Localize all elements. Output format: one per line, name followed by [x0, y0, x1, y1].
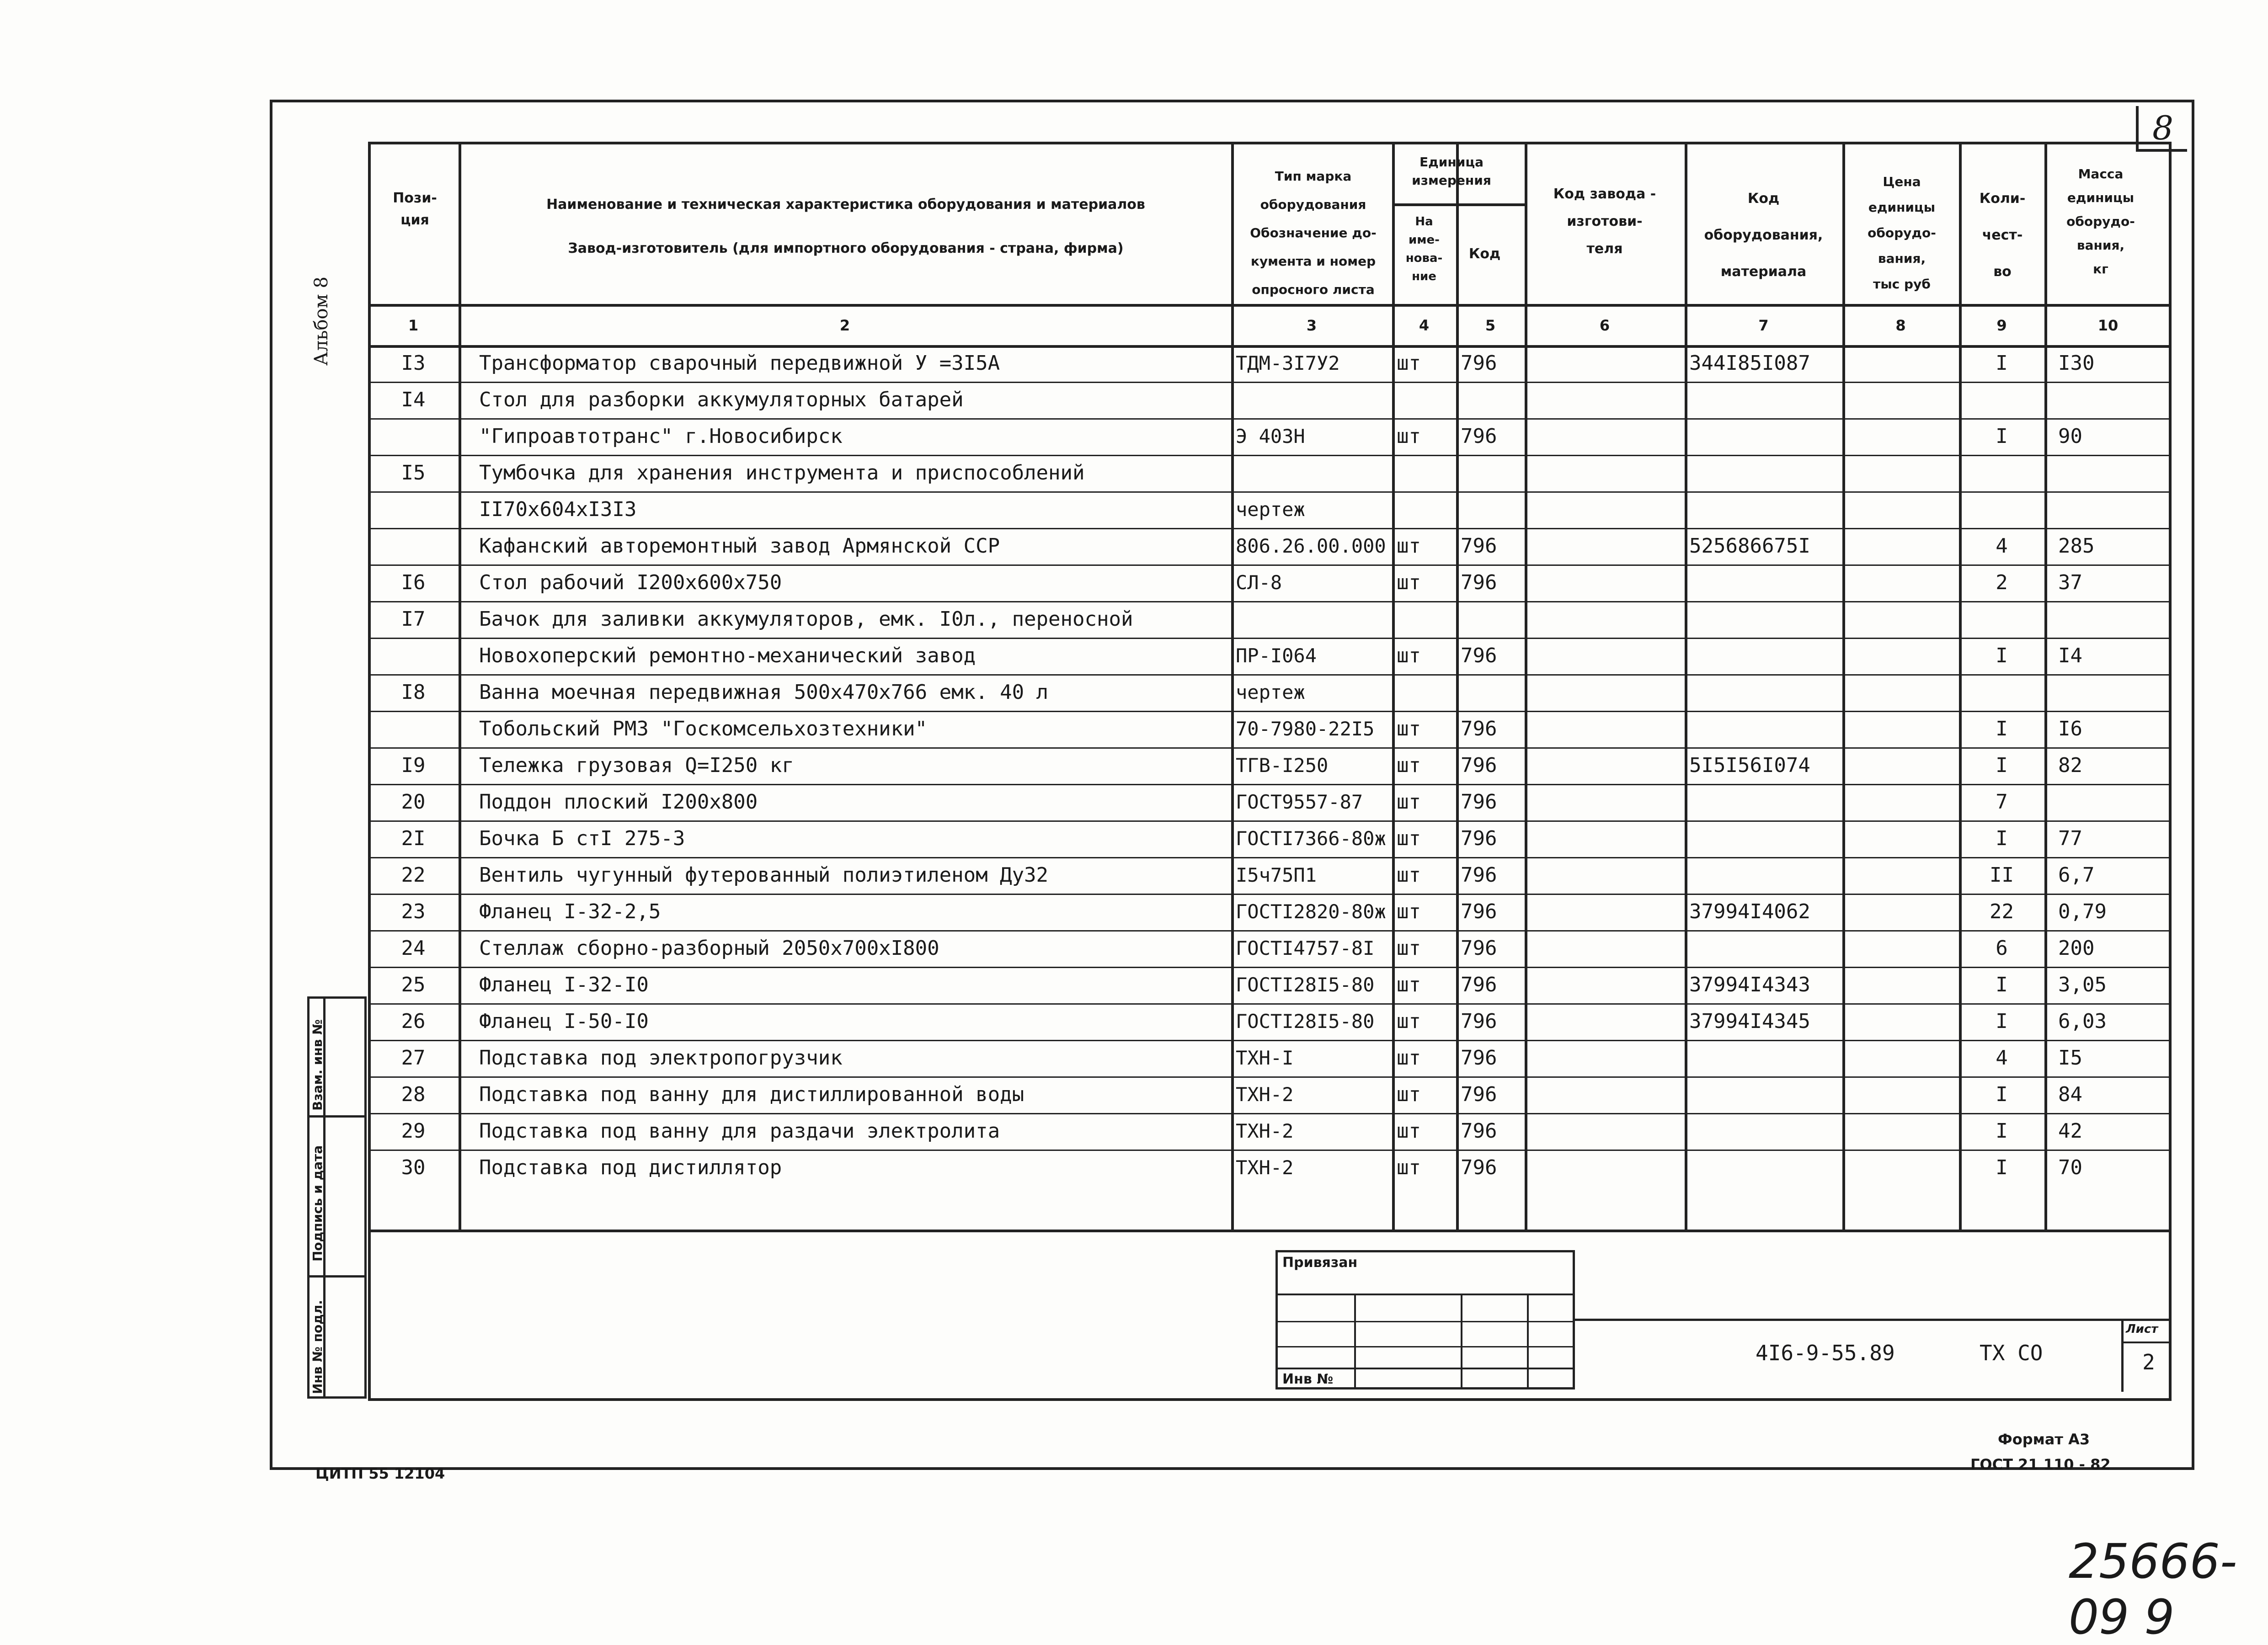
- cell-unit: шт: [1397, 571, 1421, 594]
- header-position: Пози- ция: [393, 190, 437, 228]
- header-mfr-code: Код завода - изготови- теля: [1553, 186, 1656, 257]
- cell-type: чертеж: [1236, 681, 1305, 703]
- cell-name: Подставка под дистиллятор: [479, 1156, 782, 1179]
- cell-code: 796: [1461, 351, 1497, 375]
- cell-mass: 285: [2058, 534, 2095, 558]
- cell-name: II70х604хI3I3: [479, 498, 637, 521]
- cell-unit: шт: [1397, 717, 1421, 740]
- side-label-inventory: Инв № подл.: [310, 1299, 325, 1394]
- cell-mass: 6,7: [2058, 863, 2095, 887]
- cell-name: Кафанский авторемонтный завод Армянской ССР: [479, 534, 1000, 558]
- cell-name: Тумбочка для хранения инструмента и приспособлений: [479, 461, 1085, 484]
- cell-code: 796: [1461, 644, 1497, 667]
- cell-code: 796: [1461, 790, 1497, 814]
- unit-subheader-line: [1392, 203, 1525, 206]
- cell-unit: шт: [1397, 1046, 1421, 1070]
- cell-type: ПР-I064: [1236, 644, 1317, 667]
- column-number: 7: [1758, 317, 1769, 334]
- cell-name: Поддон плоский I200х800: [479, 790, 758, 814]
- cell-pos: 26: [401, 1010, 426, 1033]
- cell-mass: 0,79: [2058, 900, 2107, 923]
- cell-pos: 23: [401, 900, 426, 923]
- cell-code: 796: [1461, 937, 1497, 960]
- header-qty: Коли- чест- во: [1979, 191, 2026, 280]
- citp-label: ЦИТП 55 12104: [315, 1465, 445, 1482]
- cell-type: ТХН-I: [1236, 1047, 1294, 1069]
- cell-equip: 37994I4343: [1689, 973, 1810, 996]
- cell-type: ГОСТI28I5-80: [1236, 974, 1375, 996]
- format-label: Формат А3: [1998, 1431, 2090, 1448]
- cell-pos: 30: [401, 1156, 426, 1179]
- cell-unit: шт: [1397, 351, 1421, 375]
- cell-name: Стеллаж сборно-разборный 2050х700хI800: [479, 937, 939, 960]
- cell-code: 796: [1461, 1119, 1497, 1143]
- cell-unit: шт: [1397, 1083, 1421, 1106]
- cell-type: чертеж: [1236, 498, 1305, 521]
- cell-qty: I: [1996, 351, 2008, 375]
- gost-label: ГОСТ 21 110 - 82: [1970, 1456, 2111, 1473]
- cell-mass: I5: [2058, 1046, 2082, 1070]
- cell-code: 796: [1461, 1010, 1497, 1033]
- inv-no-label: Инв №: [1282, 1371, 1334, 1387]
- column-number: 10: [2097, 317, 2119, 334]
- cell-unit: шт: [1397, 790, 1421, 814]
- cell-mass: 37: [2058, 571, 2082, 594]
- cell-pos: 28: [401, 1083, 426, 1106]
- cell-unit: шт: [1397, 754, 1421, 777]
- cell-name: Новохоперский ремонтно-механический завод: [479, 644, 976, 667]
- column-number: 9: [1996, 317, 2007, 334]
- cell-code: 796: [1461, 900, 1497, 923]
- cell-code: 796: [1461, 1046, 1497, 1070]
- cell-mass: I4: [2058, 644, 2082, 667]
- cell-type: Э 403Н: [1236, 425, 1305, 447]
- cell-name: Бачок для заливки аккумуляторов, емк. I0л., переносной: [479, 607, 1133, 631]
- cell-name: Бочка Б стI 275-3: [479, 827, 685, 850]
- margin-stamp-values: [326, 996, 367, 1399]
- cell-unit: шт: [1397, 863, 1421, 887]
- cell-mass: 82: [2058, 754, 2082, 777]
- cell-unit: шт: [1397, 1010, 1421, 1033]
- sheet-label: Лист: [2126, 1322, 2158, 1336]
- cell-type: ТХН-2: [1236, 1120, 1294, 1142]
- column-number: 2: [839, 317, 850, 334]
- cell-type: 70-7980-22I5: [1236, 718, 1375, 740]
- cell-mass: 77: [2058, 827, 2082, 850]
- document-code: 4I6-9-55.89: [1756, 1341, 1895, 1365]
- cell-name: Стол для разборки аккумуляторных батарей: [479, 388, 964, 411]
- sheet-top-number: 8: [2136, 106, 2187, 152]
- cell-code: 796: [1461, 754, 1497, 777]
- column-number: 3: [1306, 317, 1317, 334]
- cell-code: 796: [1461, 425, 1497, 448]
- cell-mass: 3,05: [2058, 973, 2107, 996]
- header-unit-group: Единица измерения: [1412, 154, 1491, 188]
- cell-unit: шт: [1397, 1119, 1421, 1143]
- cell-unit: шт: [1397, 937, 1421, 960]
- cell-qty: II: [1990, 863, 2014, 887]
- header-mass: Масса единицы оборудо- вания, кг: [2066, 166, 2135, 277]
- cell-mass: 200: [2058, 937, 2095, 960]
- cell-name: Подставка под ванну для дистиллированной воды: [479, 1083, 1025, 1106]
- cell-qty: I: [1996, 1119, 2008, 1143]
- cell-code: 796: [1461, 534, 1497, 558]
- side-label-signature: Подпись и дата: [310, 1145, 325, 1262]
- header-price: Цена единицы оборудо- вания, тыс руб: [1868, 174, 1936, 292]
- body-bottom-line: [368, 1230, 2172, 1232]
- cell-pos: 29: [401, 1119, 426, 1143]
- cell-equip: 5I5I56I074: [1689, 754, 1810, 777]
- cell-pos: I5: [401, 461, 426, 484]
- cell-unit: шт: [1397, 827, 1421, 850]
- header-name: Наименование и техническая характеристика оборудования и материалов Завод-изготовитель (для импортного оборудования - страна, фирма): [546, 197, 1145, 256]
- cell-equip: 344I85I087: [1689, 351, 1810, 375]
- cell-code: 796: [1461, 863, 1497, 887]
- cell-mass: I30: [2058, 351, 2095, 375]
- column-number: 8: [1895, 317, 1906, 334]
- column-number: 4: [1419, 317, 1430, 334]
- header-type: Тип марка оборудования Обозначение до- кумента и номер опросного листа: [1250, 169, 1377, 297]
- cell-name: Фланец I-32-I0: [479, 973, 649, 996]
- cell-type: 806.26.00.000: [1236, 535, 1386, 557]
- cell-code: 796: [1461, 1156, 1497, 1179]
- cell-pos: 22: [401, 863, 426, 887]
- cell-mass: 6,03: [2058, 1010, 2107, 1033]
- cell-pos: 27: [401, 1046, 426, 1070]
- cell-mass: 90: [2058, 425, 2082, 448]
- cell-type: ТДМ-3I7У2: [1236, 352, 1340, 374]
- cell-code: 796: [1461, 973, 1497, 996]
- cell-mass: I6: [2058, 717, 2082, 740]
- cell-name: "Гипроавтотранс" г.Новосибирск: [479, 425, 843, 448]
- side-label-replacement: Взам. инв №: [310, 1019, 325, 1111]
- cell-pos: I9: [401, 754, 426, 777]
- cell-type: СЛ-8: [1236, 571, 1282, 594]
- cell-type: ГОСТI28I5-80: [1236, 1010, 1375, 1033]
- cell-pos: I3: [401, 351, 426, 375]
- cell-unit: шт: [1397, 644, 1421, 667]
- column-number: 6: [1599, 317, 1610, 334]
- cell-name: Фланец I-50-I0: [479, 1010, 649, 1033]
- cell-unit: шт: [1397, 900, 1421, 923]
- cell-qty: I: [1996, 754, 2008, 777]
- cell-type: I5ч75П1: [1236, 864, 1317, 886]
- document-suffix: ТХ СО: [1980, 1341, 2043, 1365]
- cell-qty: I: [1996, 973, 2008, 996]
- cell-equip: 37994I4345: [1689, 1010, 1810, 1033]
- cell-qty: I: [1996, 644, 2008, 667]
- column-number: 5: [1485, 317, 1496, 334]
- cell-code: 796: [1461, 571, 1497, 594]
- cell-unit: шт: [1397, 973, 1421, 996]
- cell-code: 796: [1461, 717, 1497, 740]
- cell-pos: I8: [401, 681, 426, 704]
- cell-type: ТХН-2: [1236, 1083, 1294, 1106]
- cell-mass: 42: [2058, 1119, 2082, 1143]
- cell-pos: I4: [401, 388, 426, 411]
- cell-type: ГОСТI4757-8I: [1236, 937, 1375, 959]
- header-bottom-line: [368, 304, 2172, 307]
- cell-name: Трансформатор сварочный передвижной У =3I5А: [479, 351, 1000, 375]
- header-unit-name: На име- нова- ние: [1405, 215, 1443, 283]
- cell-qty: 4: [1996, 1046, 2008, 1070]
- cell-pos: 20: [401, 790, 426, 814]
- cell-code: 796: [1461, 1083, 1497, 1106]
- column-number: 1: [408, 317, 419, 334]
- cell-pos: I6: [401, 571, 426, 594]
- handwritten-number: 25666-09 9: [2069, 1533, 2237, 1645]
- cell-qty: 6: [1996, 937, 2008, 960]
- cell-equip: 37994I4062: [1689, 900, 1810, 923]
- cell-pos: 2I: [401, 827, 426, 850]
- cell-mass: 70: [2058, 1156, 2082, 1179]
- cell-code: 796: [1461, 827, 1497, 850]
- cell-qty: I: [1996, 1156, 2008, 1179]
- cell-name: Тобольский РМЗ "Госкомсельхозтехники": [479, 717, 928, 740]
- cell-name: Тележка грузовая Q=I250 кг: [479, 754, 794, 777]
- cell-unit: шт: [1397, 1156, 1421, 1179]
- privyazan-label: Привязан: [1282, 1255, 1358, 1271]
- cell-qty: 22: [1990, 900, 2014, 923]
- album-label: Альбом 8: [311, 277, 332, 366]
- cell-qty: I: [1996, 717, 2008, 740]
- cell-qty: I: [1996, 827, 2008, 850]
- cell-unit: шт: [1397, 425, 1421, 448]
- cell-name: Вентиль чугунный футерованный полиэтиленом Ду32: [479, 863, 1049, 887]
- cell-pos: I7: [401, 607, 426, 631]
- cell-type: ГОСТ9557-87: [1236, 791, 1363, 813]
- cell-qty: I: [1996, 425, 2008, 448]
- cell-name: Стол рабочий I200х600х750: [479, 571, 782, 594]
- cell-mass: 84: [2058, 1083, 2082, 1106]
- cell-qty: 4: [1996, 534, 2008, 558]
- cell-qty: I: [1996, 1010, 2008, 1033]
- cell-name: Фланец I-32-2,5: [479, 900, 661, 923]
- cell-unit: шт: [1397, 534, 1421, 558]
- header-unit-code: Код: [1468, 246, 1501, 262]
- cell-name: Ванна моечная передвижная 500х470х766 емк. 40 л: [479, 681, 1049, 704]
- cell-type: ТГВ-I250: [1236, 754, 1329, 777]
- cell-equip: 525686675I: [1689, 534, 1810, 558]
- cell-pos: 24: [401, 937, 426, 960]
- cell-qty: 7: [1996, 790, 2008, 814]
- cell-type: ГОСТI7366-80ж: [1236, 827, 1386, 850]
- cell-name: Подставка под ванну для раздачи электролита: [479, 1119, 1000, 1143]
- header-equip-code: Код оборудования, материала: [1704, 191, 1823, 280]
- sheet-number: 2: [2142, 1350, 2155, 1374]
- cell-pos: 25: [401, 973, 426, 996]
- cell-qty: I: [1996, 1083, 2008, 1106]
- cell-qty: 2: [1996, 571, 2008, 594]
- cell-name: Подставка под электропогрузчик: [479, 1046, 843, 1070]
- cell-type: ТХН-2: [1236, 1156, 1294, 1179]
- cell-type: ГОСТI2820-80ж: [1236, 900, 1386, 923]
